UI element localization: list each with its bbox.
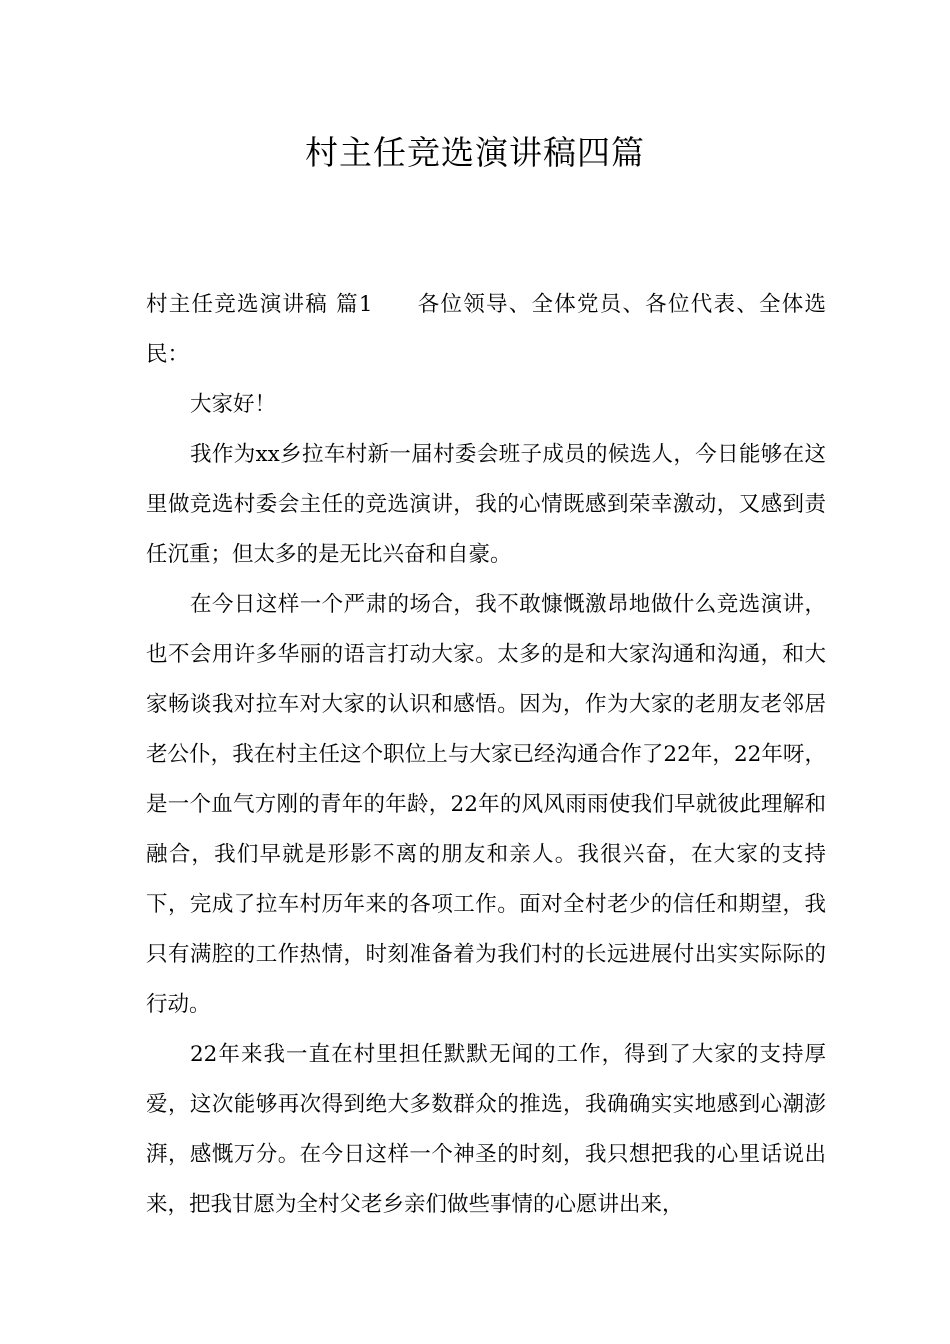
document-title: 村主任竞选演讲稿四篇 — [305, 133, 645, 172]
paragraph-2: 我作为xx乡拉车村新一届村委会班子成员的候选人，今日能够在这里做竞选村委会主任的竞选演讲，我的心情既感到荣幸激动，又感到责任沉重；但太多的是无比兴奋和自豪。 — [146, 442, 826, 567]
document-body — [146, 280, 826, 1230]
paragraph-3: 在今日这样一个严肃的场合，我不敢慷慨激昂地做什么竞选演讲，也不会用许多华丽的语言打动大家。太多的是和大家沟通和沟通，和大家畅谈我对拉车对大家的认识和感悟。因为，作为大家的老朋友老邻居老公仆，我在村主任这个职位上与大家已经沟通合作了22年，22年呀，是一个血气方刚的青年的年龄，22年的风风雨雨使我们早就彼此理解和融合，我们早就是形影不离的朋友和亲人。我很兴奋，在大家的支持下，完成了拉车村历年来的各项工作。面对全村老少的信任和期望，我只有满腔的工作热情，时刻准备着为我们村的长远进展付出实实际际的行动。 — [146, 592, 826, 1017]
paragraph-1: 大家好！ — [190, 392, 277, 417]
opening-line — [146, 280, 826, 380]
paragraph-4: 22年来我一直在村里担任默默无闻的工作，得到了大家的支持厚爱，这次能够再次得到绝大多数群众的推选，我确确实实地感到心潮澎湃，感慨万分。在今日这样一个神圣的时刻，我只想把我的心里话说出来，把我甘愿为全村父老乡亲们做些事情的心愿讲出来， — [146, 1042, 826, 1217]
section-label: 村主任竞选演讲稿 篇1 — [146, 292, 373, 317]
salutation: 各位领导、全体党员、各位代表、全体选民： — [146, 292, 826, 367]
